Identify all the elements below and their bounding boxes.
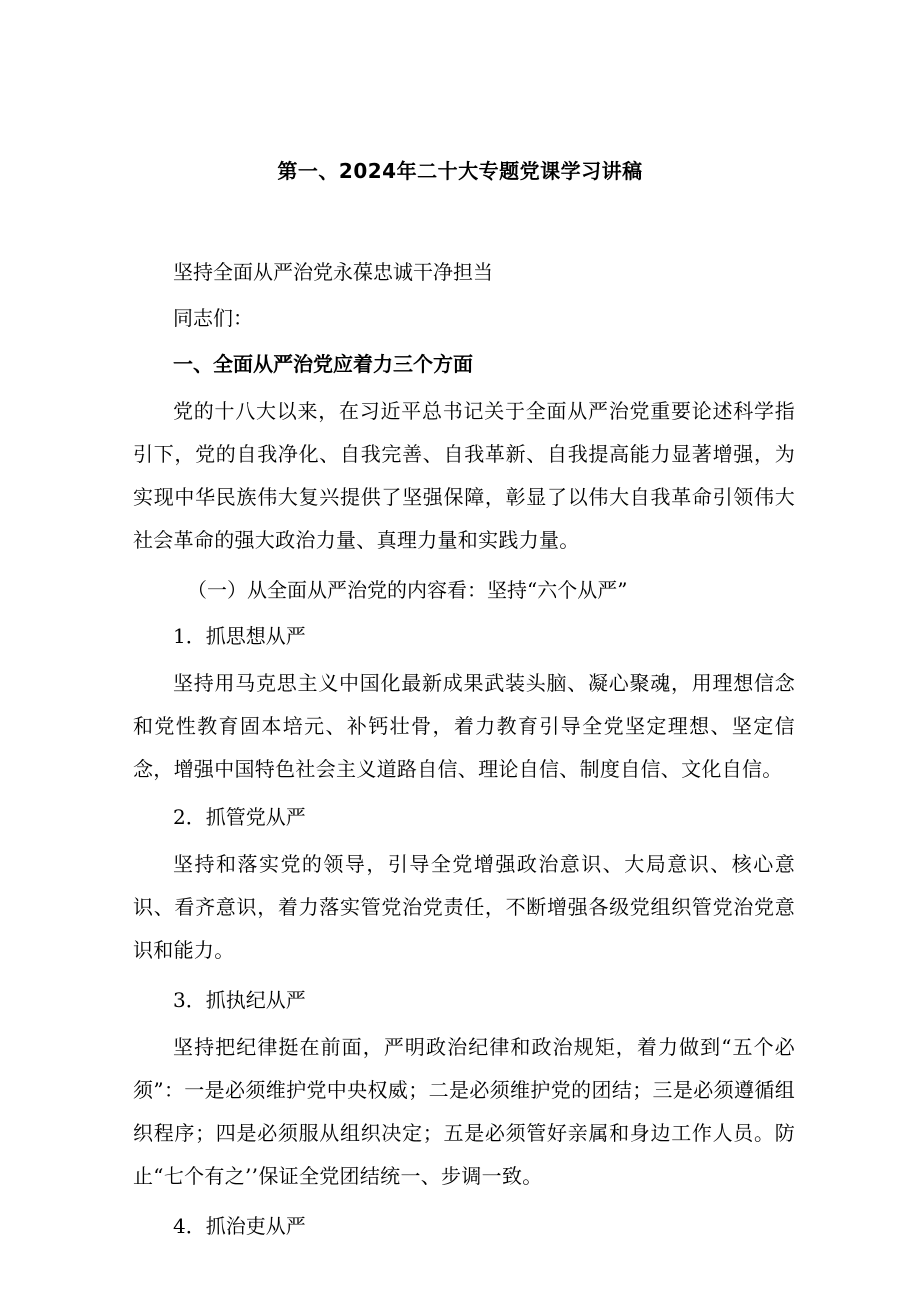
section-heading-1: 一、全面从严治党应着力三个方面 <box>173 352 473 376</box>
item-heading-2: 2．抓管党从严 <box>173 805 306 829</box>
item-heading-3: 3．抓执纪从严 <box>173 988 306 1012</box>
document-subtitle: 坚持全面从严治党永葆忠诚干净担当 <box>173 260 493 284</box>
subsection-heading-1: （一）从全面从严治党的内容看：坚持“六个从严” <box>187 578 628 602</box>
item-paragraph-3: 坚持把纪律挺在前面，严明政治纪律和政治规矩，着力做到“五个必须”：一是必须维护党中央权威；二是必须维护党的团结；三是必须遵循组织程序；四是必须服从组织决定；五是必须管好亲属和身边工作人员。防止“七个有之’’保证全党团结统一、步调一致。 <box>133 1035 795 1188</box>
salutation: 同志们： <box>173 306 253 330</box>
item-paragraph-1: 坚持用马克思主义中国化最新成果武装头脑、凝心聚魂，用理想信念和党性教育固本培元、补钙壮骨，着力教育引导全党坚定理想、坚定信念，增强中国特色社会主义道路自信、理论自信、制度自信、文化自信。 <box>133 671 795 781</box>
document-body <box>133 252 795 1246</box>
item-heading-4: 4．抓治吏从严 <box>173 1214 306 1238</box>
document-title: 第一、2024年二十大专题党课学习讲稿 <box>277 159 643 183</box>
item-heading-1: 1．抓思想从严 <box>173 624 306 648</box>
section-intro-paragraph: 党的十八大以来，在习近平总书记关于全面从严治党重要论述科学指引下，党的自我净化、自我完善、自我革新、自我提高能力显著增强，为实现中华民族伟大复兴提供了坚强保障，彰显了以伟大自我革命引领伟大社会革命的强大政治力量、真理力量和实践力量。 <box>133 399 795 552</box>
item-paragraph-2: 坚持和落实党的领导，引导全党增强政治意识、大局意识、核心意识、看齐意识，着力落实管党治党责任，不断增强各级党组织管党治党意识和能力。 <box>133 852 795 962</box>
